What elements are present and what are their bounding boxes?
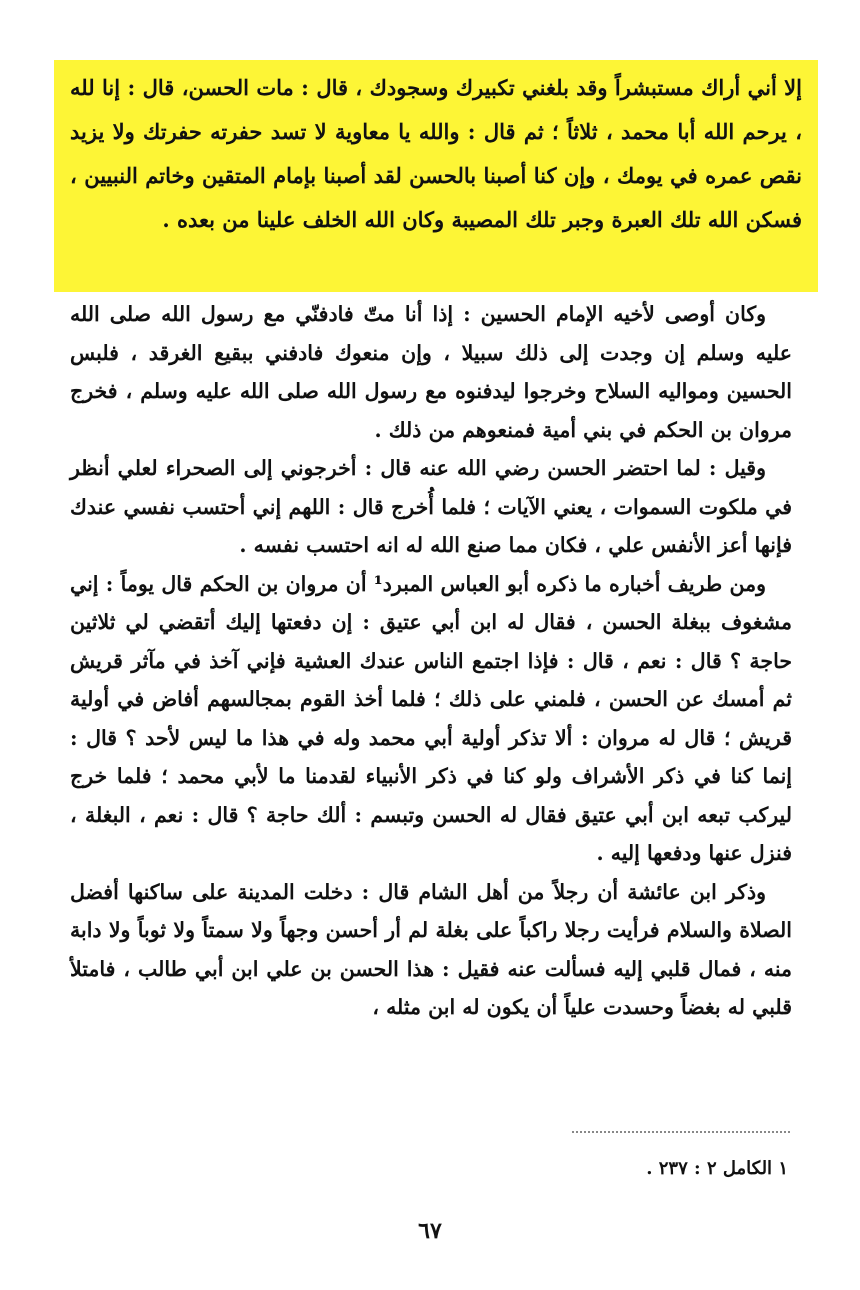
paragraph-mule-anecdote: ومن طريف أخباره ما ذكره أبو العباس المبرد¹ أن مروان بن الحكم قال يوماً : إني مشغوف ببغلة الحسن ، فقال له ابن أبي عتيق : إن دفعتها إليك أتقضي لي ثلاثين حاجة ؟ قال : نعم ، قال : فإذا اجتمع الناس عندك العشية فإني آخذ في مآثر قريش ثم أمسك عن الحسن ، فلمني على ذلك ؛ فلما أخذ القوم بمجالسهم أفاض في أولية قريش ؛ قال له مروان : ألا تذكر أولية أبي محمد وله في هذا ما ليس لأحد ؟ قال : إنما كنا في ذكر الأشراف ولو كنا في ذكر الأنبياء لقدمنا ما لأبي محمد ؛ فلما خرج ليركب تبعه ابن أبي عتيق فقال له الحسن وتبسم : ألك حاجة ؟ قال : نعم ، البغلة ، فنزل عنها ودفعها إليه .	[70, 571, 792, 865]
paragraph-syrian-man: وذكر ابن عائشة أن رجلاً من أهل الشام قال : دخلت المدينة على ساكنها أفضل الصلاة والسلام فرأيت رجلا راكباً على بغلة لم أر أحسن وجهاً ولا سمتاً ولا ثوباً ولا دابة منه ، فمال قلبي إليه فسألت عنه فقيل : هذا الحسن بن علي ابن أبي طالب ، فامتلأ قلبي له بغضاً وحسدت علياً أن يكون له ابن مثله ،	[70, 879, 792, 1019]
paragraph-burial-will: وكان أوصى لأخيه الإمام الحسين : إذا أنا متّ فادفنّي مع رسول الله صلى الله عليه وسلم إن وجدت إلى ذلك سبيلا ، وإن منعوك فادفني ببقيع الغرقد ، فلبس الحسين ومواليه السلاح وخرجوا ليدفنوه مع رسول الله صلى الله عليه وسلم ، فخرج مروان بن الحكم في بني أمية فمنعوهم من ذلك .	[70, 302, 792, 442]
main-text	[70, 295, 792, 1027]
footnote-separator	[572, 1131, 790, 1133]
footnote: ١ الكامل ٢ : ٢٣٧ .	[646, 1158, 788, 1179]
page-number: ٦٧	[418, 1218, 442, 1244]
highlighted-passage-text: إلا أني أراك مستبشراً وقد بلغني تكبيرك وسجودك ، قال : مات الحسن، قال : إنا لله ، يرحم الله أبا محمد ، ثلاثاً ؛ ثم قال : والله يا معاوية لا تسد حفرته حفرتك ولا يزيد نقص عمره في يومك ، وإن كنا أصبنا بالحسن لقد أصبنا بإمام المتقين وخاتم النبيين ، فسكن الله تلك العبرة وجبر تلك المصيبة وكان الله الخلف علينا من بعده .	[70, 75, 802, 232]
paragraph-final-moments: وقيل : لما احتضر الحسن رضي الله عنه قال : أخرجوني إلى الصحراء لعلي أنظر في ملكوت السموات ، يعني الآيات ؛ فلما أُخرج قال : اللهم إني أحتسب نفسي عندك فإنها أعز الأنفس علي ، فكان مما صنع الله له انه احتسب نفسه .	[70, 456, 792, 557]
highlighted-passage	[54, 60, 818, 292]
